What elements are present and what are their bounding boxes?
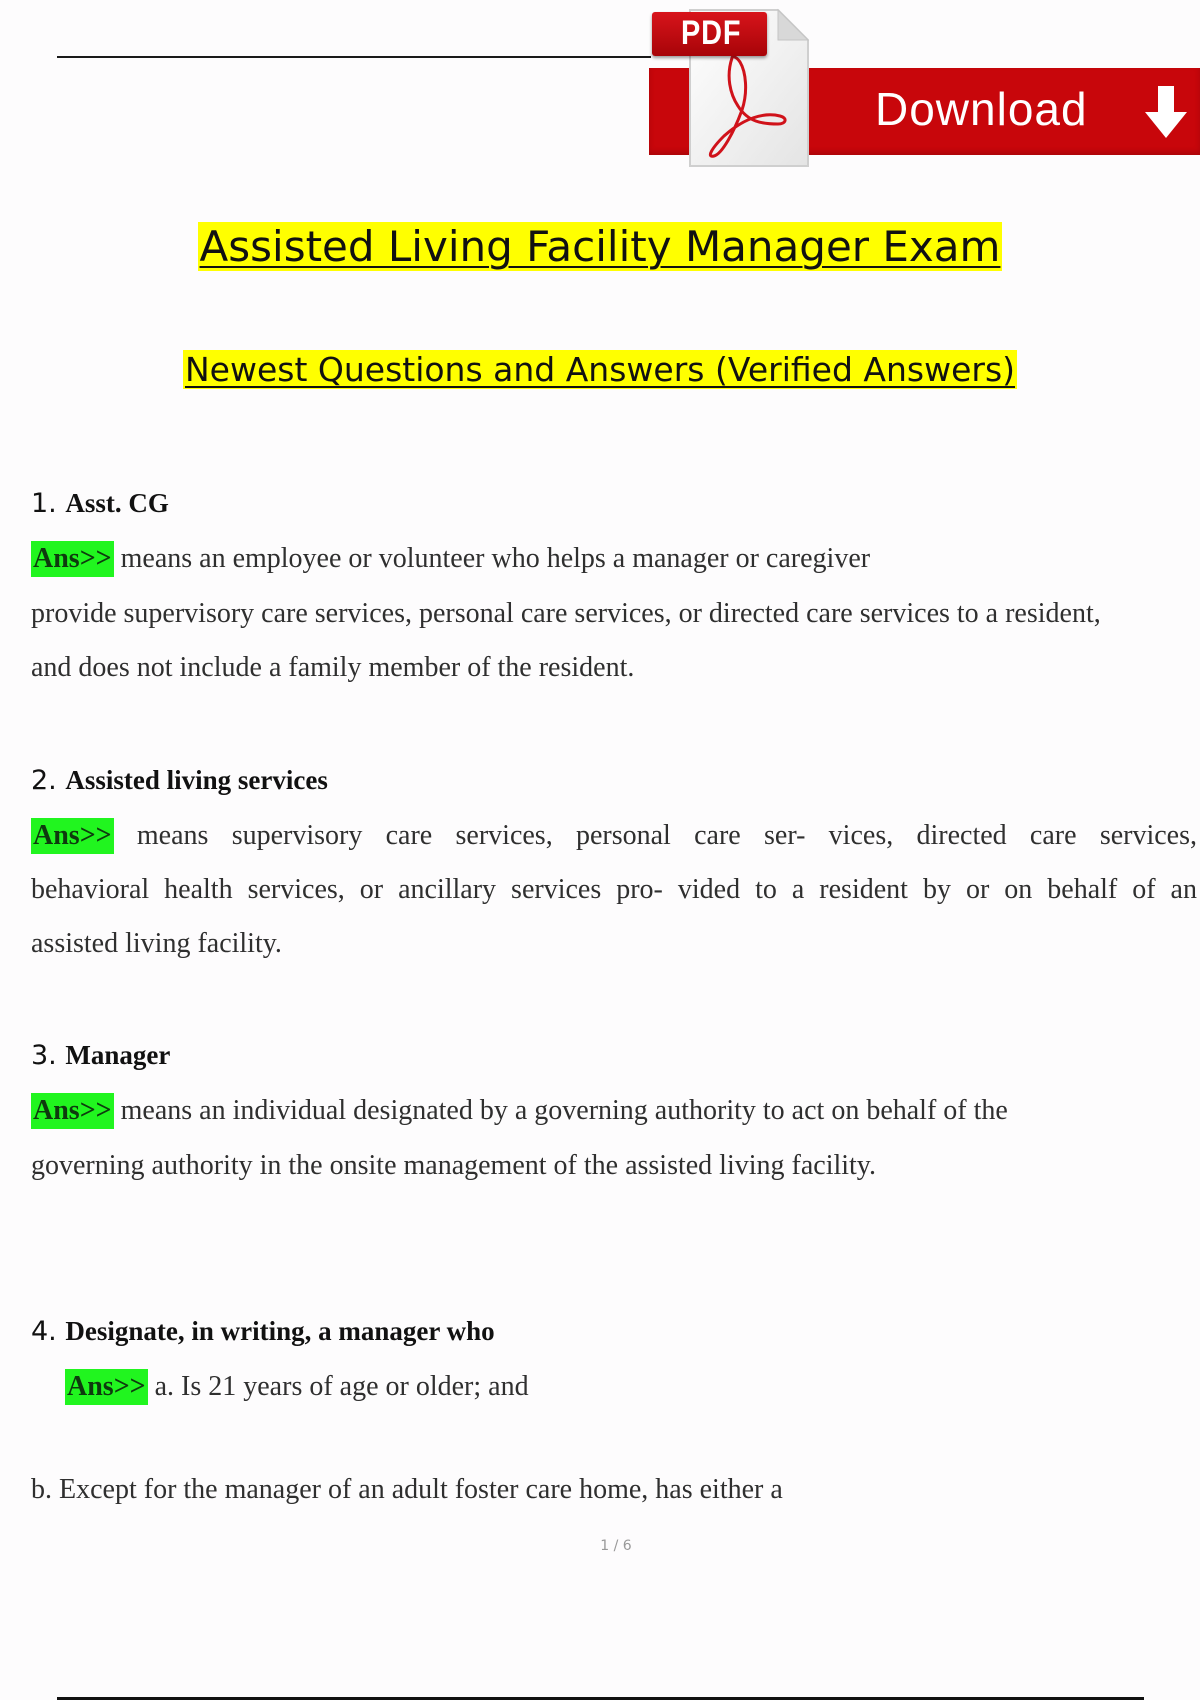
- download-arrow-icon[interactable]: [1143, 84, 1189, 140]
- answer-marker: Ans>>: [65, 1369, 148, 1405]
- answer-line: b. Except for the manager of an adult foster care home, has either a: [31, 1474, 783, 1505]
- answer-line: and does not include a family member of the resident.: [31, 652, 635, 683]
- document-title: [0, 222, 1200, 271]
- answer-line: Ans>> means an individual designated by a governing authority to act on behalf of the: [31, 1095, 1008, 1127]
- question-heading: 4. Designate, in writing, a manager who: [31, 1316, 495, 1347]
- answer-line: governing authority in the onsite management of the assisted living facility.: [31, 1150, 876, 1181]
- answer-line: Ans>> means an employee or volunteer who helps a manager or caregiver: [31, 543, 870, 575]
- answer-marker: Ans>>: [31, 541, 114, 577]
- answer-line: Ans>> a. Is 21 years of age or older; and: [65, 1371, 529, 1403]
- download-label[interactable]: Download: [875, 83, 1088, 135]
- answer-line: provide supervisory care services, personal care services, or directed care services to a resident,: [31, 598, 1101, 629]
- top-rule: [57, 56, 651, 58]
- answer-line: Ans>> means supervisory care services, personal care ser- vices, directed care services,: [31, 820, 1197, 852]
- answer-line: behavioral health services, or ancillary services pro- vided to a resident by or on behalf of an: [31, 874, 1197, 905]
- question-heading: 2. Assisted living services: [31, 765, 328, 796]
- document-subtitle: [0, 350, 1200, 389]
- page-indicator: 1 / 6: [600, 1538, 632, 1554]
- question-heading: 3. Manager: [31, 1040, 171, 1071]
- document-title-text: Assisted Living Facility Manager Exam: [199, 222, 1001, 271]
- answer-marker: Ans>>: [31, 818, 114, 854]
- question-heading: 1. Asst. CG: [31, 488, 169, 519]
- answer-marker: Ans>>: [31, 1093, 114, 1129]
- document-subtitle-text: Newest Questions and Answers (Verified Answers): [184, 350, 1016, 389]
- answer-line: assisted living facility.: [31, 928, 282, 959]
- pdf-badge-label: PDF: [681, 14, 742, 52]
